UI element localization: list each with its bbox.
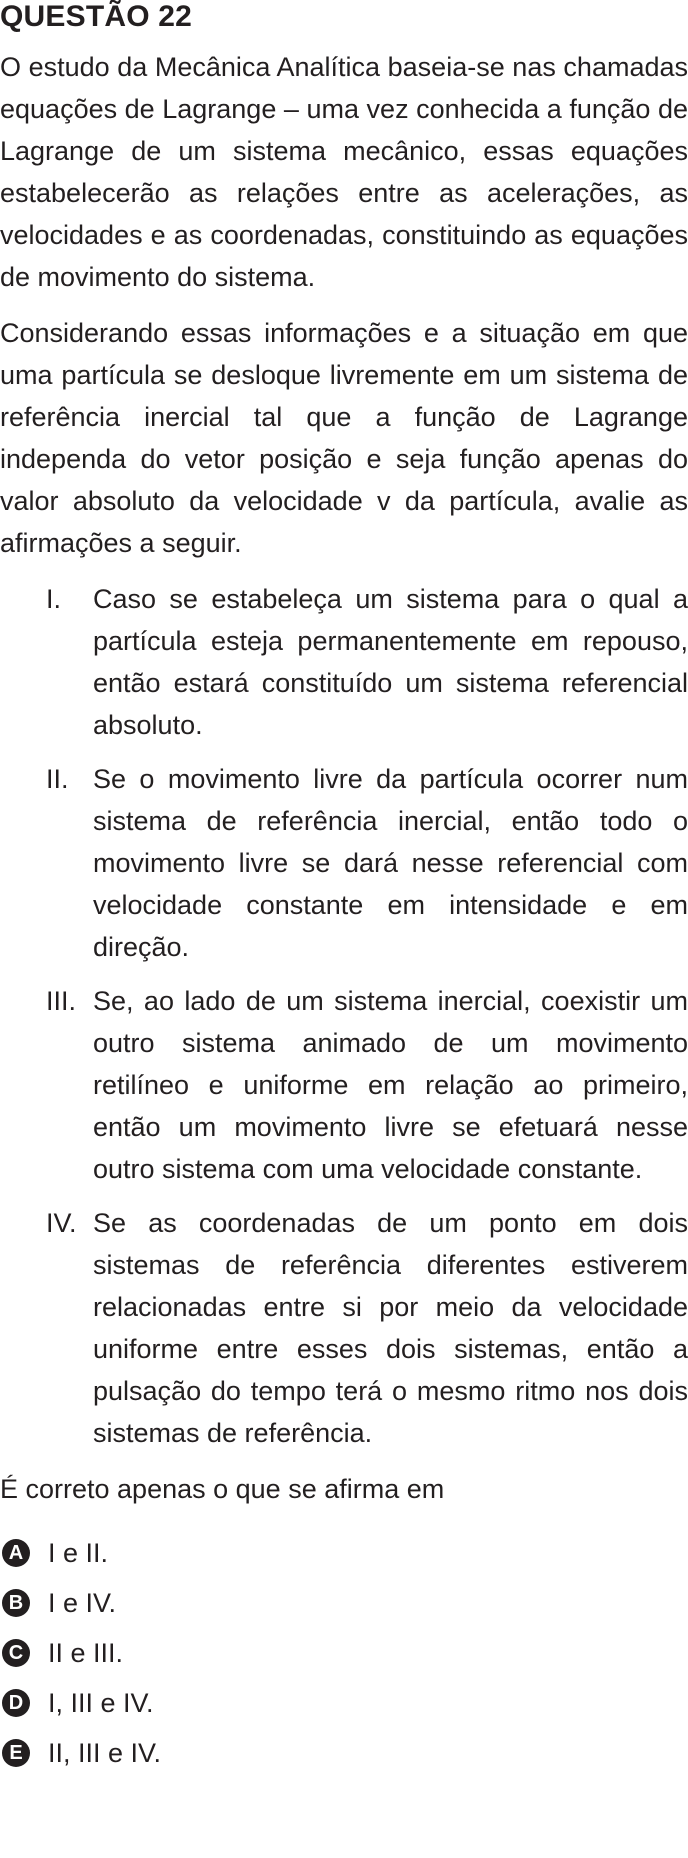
statement-number: IV. (46, 1208, 77, 1238)
option-text: II, III e IV. (48, 1738, 162, 1768)
option-text: I e IV. (48, 1588, 117, 1618)
statement-text: Caso se estabeleça um sistema para o qual a partícula esteja permanentemente em repouso, então estará constituído um sistema referencial absoluto. (93, 584, 688, 740)
option-text: I, III e IV. (48, 1688, 154, 1718)
answer-options (0, 1528, 688, 1778)
option-c[interactable] (0, 1628, 688, 1678)
statement-text: Se as coordenadas de um ponto em dois sistemas de referência diferentes estiverem relacionadas entre si por meio da velocidade uniforme entre esses dois sistemas, então a pulsação do tempo terá o mesmo ritmo nos dois sistemas de referência. (93, 1208, 688, 1448)
statement-number: II. (46, 764, 69, 794)
option-a[interactable] (0, 1528, 688, 1578)
context-paragraph: Considerando essas informações e a situação em que uma partícula se desloque livremente em um sistema de referência inercial tal que a função de Lagrange independa do vetor posição e seja função apenas do valor absoluto da velocidade v da partícula, avalie as afirmações a seguir. (0, 318, 688, 558)
statement-number: III. (46, 986, 77, 1016)
statement-item (0, 578, 688, 746)
option-letter-badge: E (2, 1739, 30, 1767)
statement-text: Se, ao lado de um sistema inercial, coexistir um outro sistema animado de um movimento retilíneo e uniforme em relação ao primeiro, então um movimento livre se efetuará nesse outro sistema com uma velocidade constante. (93, 986, 688, 1184)
option-text: I e II. (48, 1538, 109, 1568)
statement-list (0, 578, 688, 1454)
statement-item (0, 758, 688, 968)
statement-text: Se o movimento livre da partícula ocorrer num sistema de referência inercial, então todo o movimento livre se dará nesse referencial com velocidade constante em intensidade e em direção. (93, 764, 688, 962)
option-d[interactable] (0, 1678, 688, 1728)
option-letter-badge: D (2, 1689, 30, 1717)
statement-item (0, 1202, 688, 1454)
option-letter-badge: B (2, 1589, 30, 1617)
option-letter-badge: C (2, 1639, 30, 1667)
intro-paragraph: O estudo da Mecânica Analítica baseia-se nas chamadas equações de Lagrange – uma vez conhecida a função de Lagrange de um sistema mecânico, essas equações estabelecerão as relações entre as acelerações, as velocidades e as coordenadas, constituindo as equações de movimento do sistema. (0, 52, 688, 292)
statement-number: I. (46, 584, 62, 614)
question-prompt: É correto apenas o que se afirma em (0, 1474, 445, 1504)
option-text: II e III. (48, 1638, 124, 1668)
question-title: QUESTÃO 22 (0, 0, 193, 33)
option-b[interactable] (0, 1578, 688, 1628)
statement-item (0, 980, 688, 1190)
option-letter-badge: A (2, 1539, 30, 1567)
question-page (0, 2, 688, 1778)
option-e[interactable] (0, 1728, 688, 1778)
